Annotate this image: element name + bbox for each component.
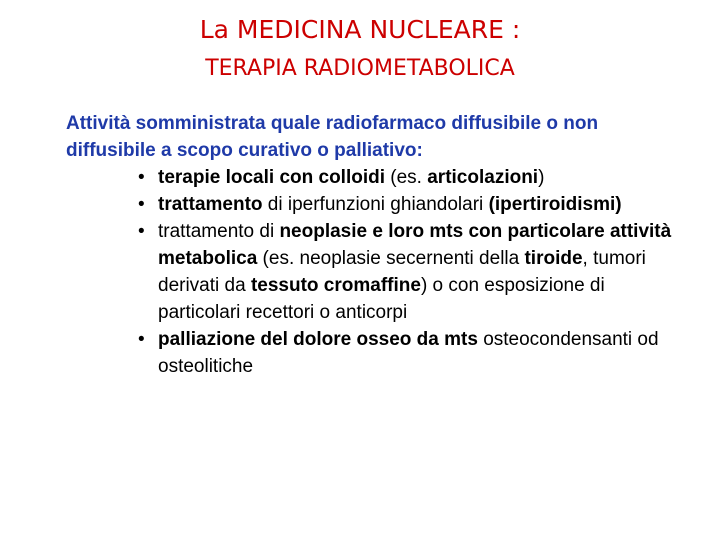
bullet-text-segment: (ipertiroidismi) <box>488 194 622 215</box>
bullet-list <box>66 164 686 380</box>
bullet-text-segment: trattamento di <box>158 221 280 242</box>
bullet-item <box>66 326 686 380</box>
bullet-text-segment: ) o con esposizione di particolari recettori o anticorpi <box>158 275 605 323</box>
bullet-text-segment: osteocondensanti od osteolitiche <box>158 329 659 377</box>
slide-subtitle: TERAPIA RADIOMETABOLICA <box>205 56 515 81</box>
bullet-text-segment: , tumori derivati da <box>158 248 646 296</box>
bullet-text-segment: (es. <box>385 167 428 188</box>
bullet-dot-icon: • <box>138 194 145 215</box>
slide-body <box>66 110 686 380</box>
bullet-text-segment: tiroide <box>524 248 583 269</box>
bullet-text-segment: ) <box>538 167 545 188</box>
bullet-dot-icon: • <box>138 221 145 242</box>
bullet-text-segment: tessuto cromaffine <box>250 275 421 296</box>
intro-paragraph: Attività somministrata quale radiofarmaco diffusibile o non diffusibile a scopo curativo o palliativo: <box>66 113 599 161</box>
bullet-text-segment: di iperfunzioni ghiandolari <box>262 194 489 215</box>
bullet-text-segment: articolazioni <box>427 167 539 188</box>
bullet-text-segment: trattamento <box>158 194 263 215</box>
bullet-text-segment: palliazione del dolore osseo da mts <box>158 329 478 350</box>
bullet-item <box>66 164 686 191</box>
bullet-item <box>66 218 686 326</box>
bullet-dot-icon: • <box>138 329 145 350</box>
bullet-text-segment: terapie locali con colloidi <box>158 167 385 188</box>
slide-title: La MEDICINA NUCLEARE : <box>199 15 521 44</box>
bullet-item <box>66 191 686 218</box>
bullet-dot-icon: • <box>138 167 145 188</box>
bullet-text-segment: (es. neoplasie secernenti della <box>257 248 525 269</box>
bullet-text-segment: neoplasie e loro mts con particolare attività metabolica <box>158 221 672 269</box>
